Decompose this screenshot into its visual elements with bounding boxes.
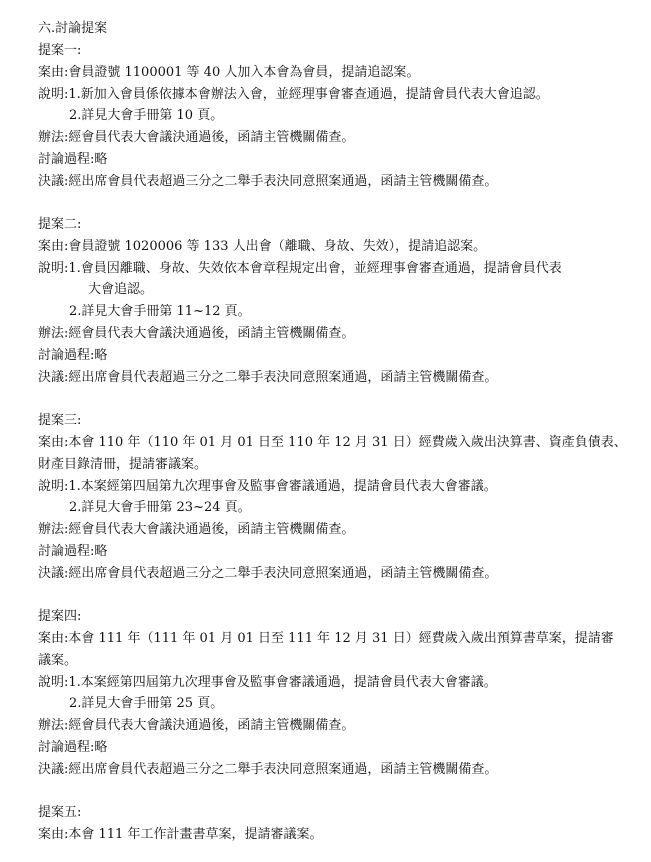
proposal-3-explanation-2: 2.詳見大會手冊第 23~24 頁。 — [69, 500, 251, 515]
proposal-1-explanation-1: 說明:1.新加入會員係依據本會辦法入會，並經理事會審查通過，提請會員代表大會追認。 — [38, 87, 549, 102]
proposal-3-case-cont: 財產目錄清冊，提請審議案。 — [38, 457, 208, 472]
proposal-1-title: 提案一: — [38, 43, 82, 58]
proposal-5-title: 提案五: — [38, 805, 82, 820]
proposal-2-method: 辦法:經會員代表大會議決通過後，函請主管機關備查。 — [38, 326, 355, 341]
proposal-1-method: 辦法:經會員代表大會議決通過後，函請主管機關備查。 — [38, 130, 355, 145]
proposal-1-explanation-2: 2.詳見大會手冊第 10 頁。 — [69, 108, 224, 123]
proposal-2-discussion: 討論過程:略 — [38, 348, 108, 363]
proposal-2-case: 案由:會員證號 1020006 等 133 人出會（離職、身故、失效），提請追認案。 — [38, 239, 487, 254]
proposal-4-case: 案由:本會 111 年（111 年 01 月 01 日至 111 年 12 月 31 日）經費歲入歲出預算書草案，提請審 — [38, 631, 614, 646]
proposal-2-explanation-2: 2.詳見大會手冊第 11~12 頁。 — [69, 304, 251, 319]
proposal-2-explanation-1: 說明:1.會員因離職、身故、失效依本會章程規定出會，並經理事會審查通過，提請會員代表 — [38, 261, 562, 276]
proposal-4-discussion: 討論過程:略 — [38, 740, 108, 755]
proposal-4-case-cont: 議案。 — [38, 653, 78, 668]
proposal-1-discussion: 討論過程:略 — [38, 152, 108, 167]
proposal-4-explanation-1: 說明:1.本案經第四屆第九次理事會及監事會審議通過，提請會員代表大會審議。 — [38, 675, 497, 690]
proposal-3-method: 辦法:經會員代表大會議決通過後，函請主管機關備查。 — [38, 522, 355, 537]
proposal-4-resolution: 決議:經出席會員代表超過三分之二舉手表決同意照案通過，函請主管機關備查。 — [38, 762, 498, 777]
proposal-3-discussion: 討論過程:略 — [38, 544, 108, 559]
proposal-3-case: 案由:本會 110 年（110 年 01 月 01 日至 110 年 12 月 31 日）經費歲入歲出決算書、資產負債表、 — [38, 435, 627, 450]
proposal-1-case: 案由:會員證號 1100001 等 40 人加入本會為會員，提請追認案。 — [38, 65, 420, 80]
proposal-4-title: 提案四: — [38, 609, 82, 624]
proposal-4-explanation-2: 2.詳見大會手冊第 25 頁。 — [69, 696, 224, 711]
proposal-1-resolution: 決議:經出席會員代表超過三分之二舉手表決同意照案通過，函請主管機關備查。 — [38, 174, 498, 189]
proposal-3-title: 提案三: — [38, 413, 82, 428]
proposal-2-explanation-1-cont: 大會追認。 — [88, 282, 154, 297]
proposal-2-resolution: 決議:經出席會員代表超過三分之二舉手表決同意照案通過，函請主管機關備查。 — [38, 370, 498, 385]
proposal-2-title: 提案二: — [38, 217, 82, 232]
proposal-3-explanation-1: 說明:1.本案經第四屆第九次理事會及監事會審議通過，提請會員代表大會審議。 — [38, 479, 497, 494]
proposal-3-resolution: 決議:經出席會員代表超過三分之二舉手表決同意照案通過，函請主管機關備查。 — [38, 566, 498, 581]
proposal-4-method: 辦法:經會員代表大會議決通過後，函請主管機關備查。 — [38, 718, 355, 733]
section-heading: 六.討論提案 — [38, 21, 108, 36]
proposal-5-case: 案由:本會 111 年工作計畫書草案，提請審議案。 — [38, 827, 323, 842]
